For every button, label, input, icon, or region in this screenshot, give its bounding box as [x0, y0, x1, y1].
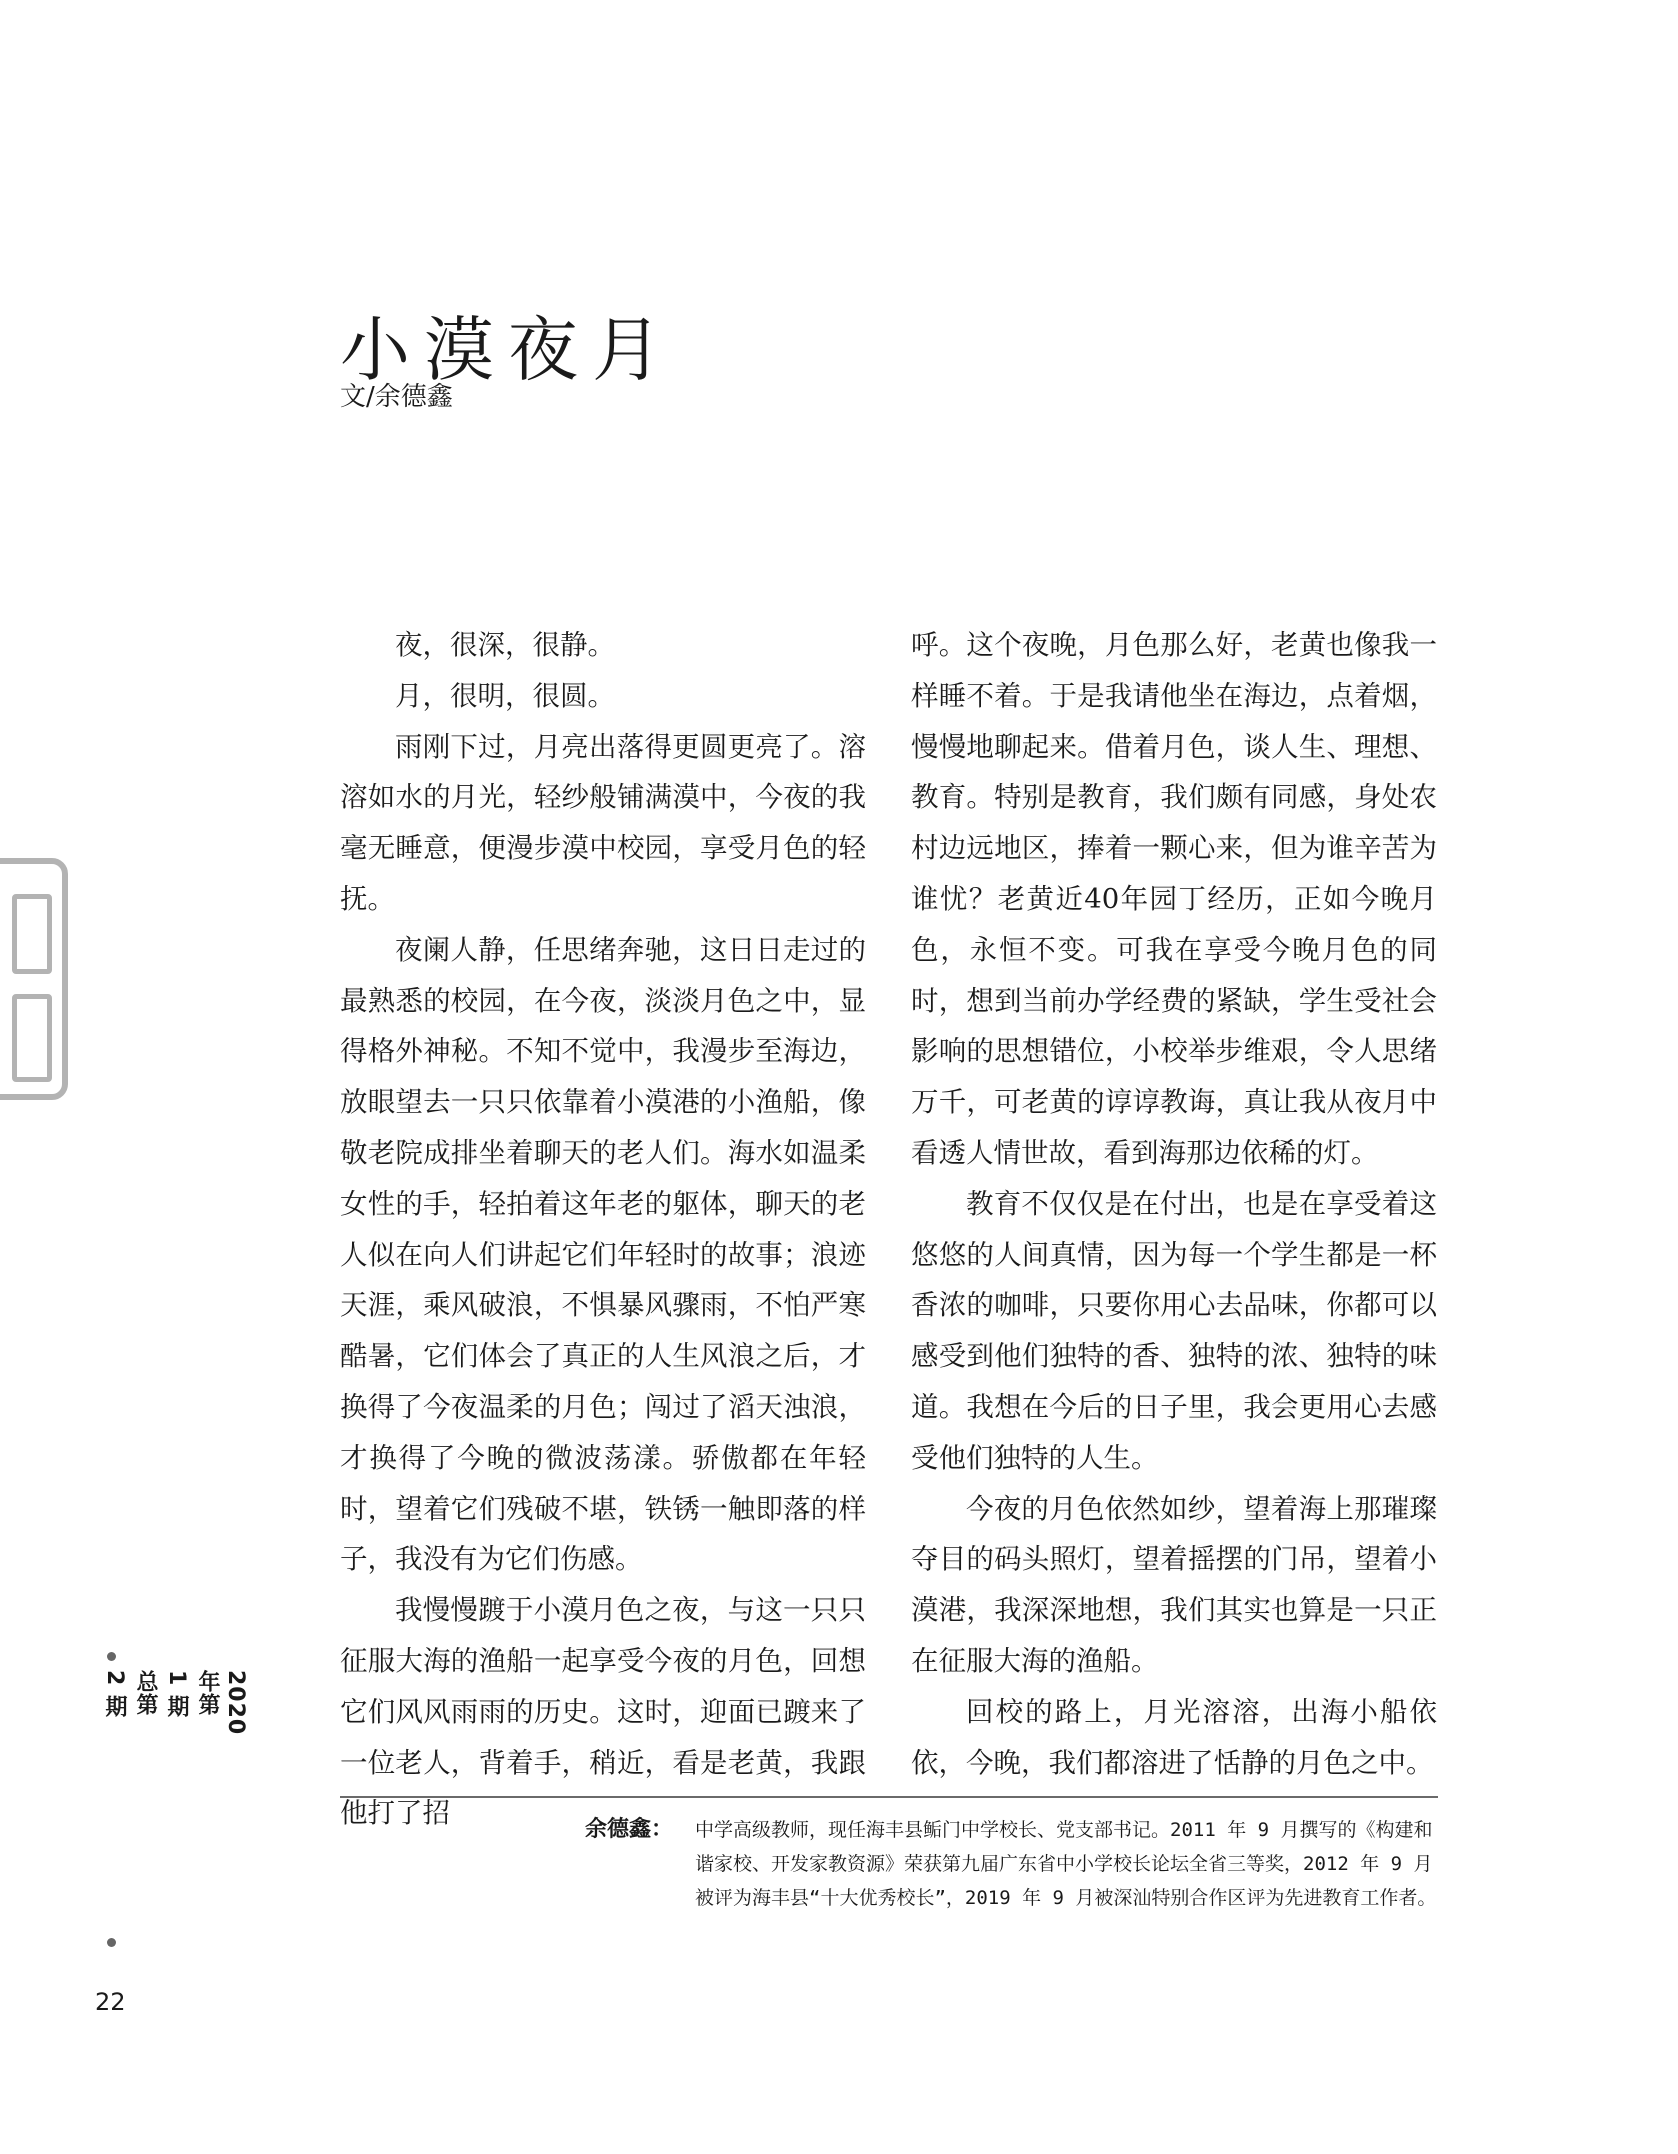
paragraph: 教育不仅仅是在付出，也是在享受着这悠悠的人间真情，因为每一个学生都是一杯香浓的咖啡，只要你用心去品味，你都可以感受到他们独特的香、独特的浓、独特的味道。我想在今后的日子里，我会更用心去感受他们独特的人生。: [911, 1187, 1437, 1474]
page-number: 22: [95, 1988, 126, 2016]
article-byline: 文/余德鑫: [340, 382, 453, 412]
author-bio-name: 余德鑫：: [585, 1817, 674, 1842]
paragraph-continued: 呼。这个夜晚，月色那么好，老黄也像我一样睡不着。于是我请他坐在海边，点着烟，慢慢地聊起来。借着月色，谈人生、理想、教育。特别是教育，我们颇有同感，身处农村边远地区，捧着一颗心来，但为谁辛苦为谁忧？老黄近40年园丁经历，正如今晚月色，永恒不变。可我在享受今晚月色的同时，想到当前办学经费的紧缺，学生受社会影响的思想错位，小校举步维艰，令人思绪万千，可老黄的谆谆教诲，真让我从夜月中看透人情世故，看到海那边依稀的灯。: [911, 629, 1437, 1169]
footnote-divider: [340, 1796, 1438, 1798]
paragraph: 回校的路上，月光溶溶，出海小船依依，今晚，我们都溶进了恬静的月色之中。: [911, 1695, 1437, 1779]
paragraph: 夜阑人静，任思绪奔驰，这日日走过的最熟悉的校园，在今夜，淡淡月色之中，显得格外神秘。不知不觉中，我漫步至海边，放眼望去一只只依靠着小漠港的小渔船，像敬老院成排坐着聊天的老人们。海水如温柔女性的手，轻拍着这年老的躯体，聊天的老人似在向人们讲起它们年轻时的故事；浪迹天涯，乘风破浪，不惧暴风骤雨，不怕严寒酷暑，它们体会了真正的人生风浪之后，才换得了今夜温柔的月色；闯过了滔天浊浪，才换得了今晚的微波荡漾。骄傲都在年轻时，望着它们残破不堪，铁锈一触即落的样子，我没有为它们伤感。: [340, 933, 866, 1576]
author-bio-text: 中学高级教师，现任海丰县鲘门中学校长、党支部书记。2011 年 9 月撰写的《构建和谐家校、开发家教资源》荣获第九届广东省中小学校长论坛全省三等奖，2012 年 9 月被评为海丰县“十大优秀校长”，2019 年 9 月被深汕特别合作区评为先进教育工作者。: [695, 1819, 1437, 1909]
paragraph: 我慢慢踱于小漠月色之夜，与这一只只征服大海的渔船一起享受今夜的月色，回想它们风风雨雨的历史。这时，迎面已踱来了一位老人，背着手，稍近，看是老黄，我跟他打了招: [340, 1594, 866, 1830]
seal-stamp-icon: [0, 858, 68, 1100]
paragraph: 雨刚下过，月亮出落得更圆更亮了。溶溶如水的月光，轻纱般铺满漠中，今夜的我毫无睡意，便漫步漠中校园，享受月色的轻抚。: [340, 730, 866, 915]
issue-text: 2020 年第 1 期 总第 2 期: [102, 1670, 248, 1736]
paragraph: 今夜的月色依然如纱，望着海上那璀璨夺目的码头照灯，望着摇摆的门吊，望着小漠港，我深深地想，我们其实也算是一只正在征服大海的渔船。: [911, 1492, 1437, 1677]
paragraph: 月，很明，很圆。: [395, 679, 615, 712]
paragraph: 夜，很深，很静。: [395, 629, 615, 661]
article-column-left: [340, 620, 866, 1839]
dot-bullet-icon: [107, 1938, 116, 1947]
dot-bullet-icon: [107, 1652, 116, 1661]
article-column-right: [911, 620, 1437, 1788]
article-title: 小漠夜月: [340, 308, 676, 391]
